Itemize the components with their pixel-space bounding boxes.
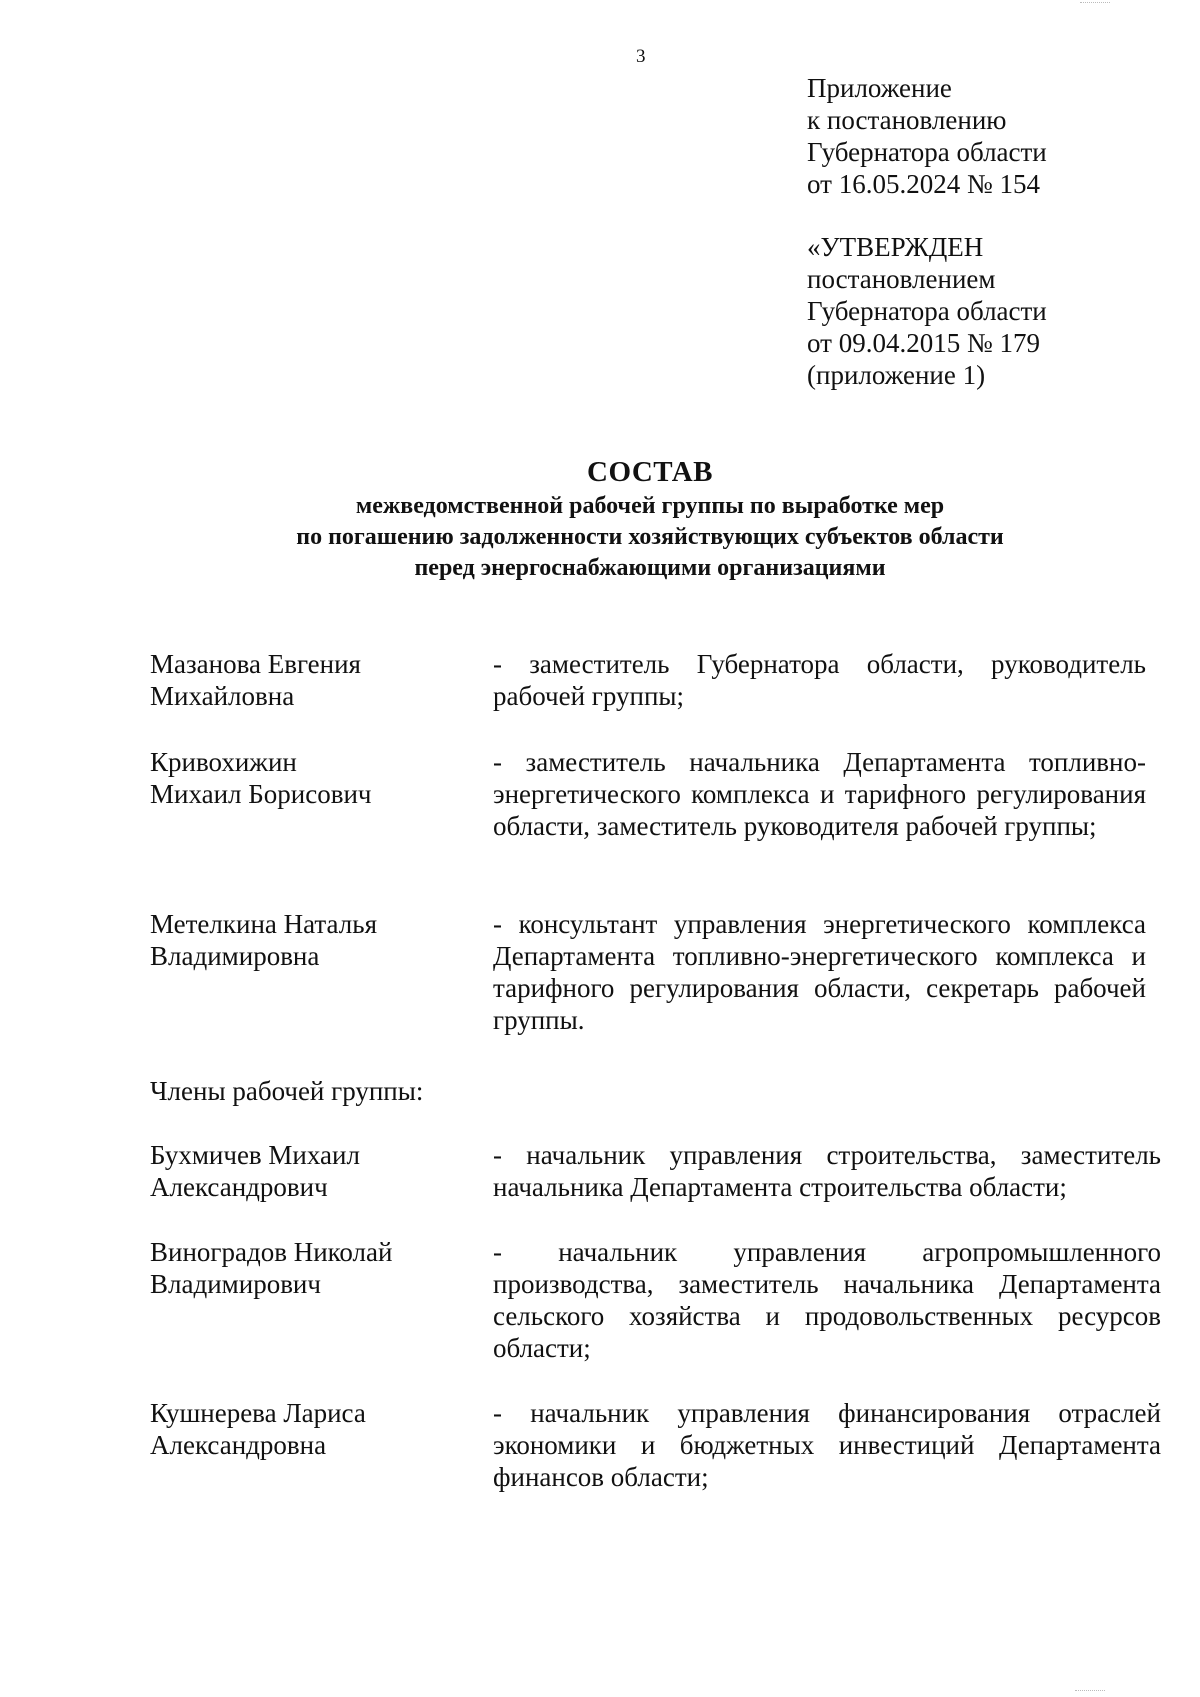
member-role: - консультант управления энергетического комплекса Департамента топливно-энергетического комплекса и тарифного регулирования области, секретарь рабочей группы. — [493, 909, 1146, 1035]
annex-line: Губернатора области — [807, 137, 1047, 167]
document-title — [150, 453, 1150, 584]
member-role: - начальник управления финансирования отраслей экономики и бюджетных инвестиций Департамента финансов области; — [493, 1398, 1161, 1492]
member-name: Кушнерева Лариса Александровна — [150, 1398, 366, 1460]
approved-block — [807, 231, 1047, 391]
title-line: межведомственной рабочей группы по выработке мер — [355, 493, 945, 519]
members-heading: Члены рабочей группы: — [150, 1076, 424, 1106]
approved-line: от 09.04.2015 № 179 — [807, 328, 1040, 358]
approved-line: Губернатора области — [807, 296, 1047, 326]
title-line: перед энергоснабжающими организациями — [414, 555, 886, 581]
annex-line: от 16.05.2024 № 154 — [807, 169, 1040, 199]
approved-line: «УТВЕРЖДЕН — [807, 232, 984, 262]
annex-line: к постановлению — [807, 105, 1007, 135]
member-name: Виноградов Николай Владимирович — [150, 1237, 393, 1299]
member-name: Кривохижин Михаил Борисович — [150, 747, 372, 809]
title-line: по погашению задолженности хозяйствующих субъектов области — [296, 524, 1004, 550]
scan-artifact — [1075, 1690, 1105, 1694]
member-name: Метелкина Наталья Владимировна — [150, 909, 377, 971]
member-role: - начальник управления строительства, заместитель начальника Департамента строительства области; — [493, 1140, 1161, 1202]
annex-block — [807, 72, 1047, 200]
member-role: - заместитель начальника Департамента топливно-энергетического комплекса и тарифного регулирования области, заместитель руководителя рабочей группы; — [493, 747, 1146, 841]
approved-line: (приложение 1) — [807, 360, 986, 390]
title-main: СОСТАВ — [587, 456, 713, 488]
scan-artifact — [1080, 2, 1110, 6]
approved-line: постановлением — [807, 264, 996, 294]
member-role: - начальник управления агропромышленного производства, заместитель начальника Департамента сельского хозяйства и продовольственных ресурсов области; — [493, 1237, 1161, 1363]
member-name: Мазанова Евгения Михайловна — [150, 649, 361, 711]
member-role: - заместитель Губернатора области, руководитель рабочей группы; — [493, 649, 1146, 711]
page-number: 3 — [636, 46, 646, 67]
member-name: Бухмичев Михаил Александрович — [150, 1140, 360, 1202]
annex-line: Приложение — [807, 73, 952, 103]
